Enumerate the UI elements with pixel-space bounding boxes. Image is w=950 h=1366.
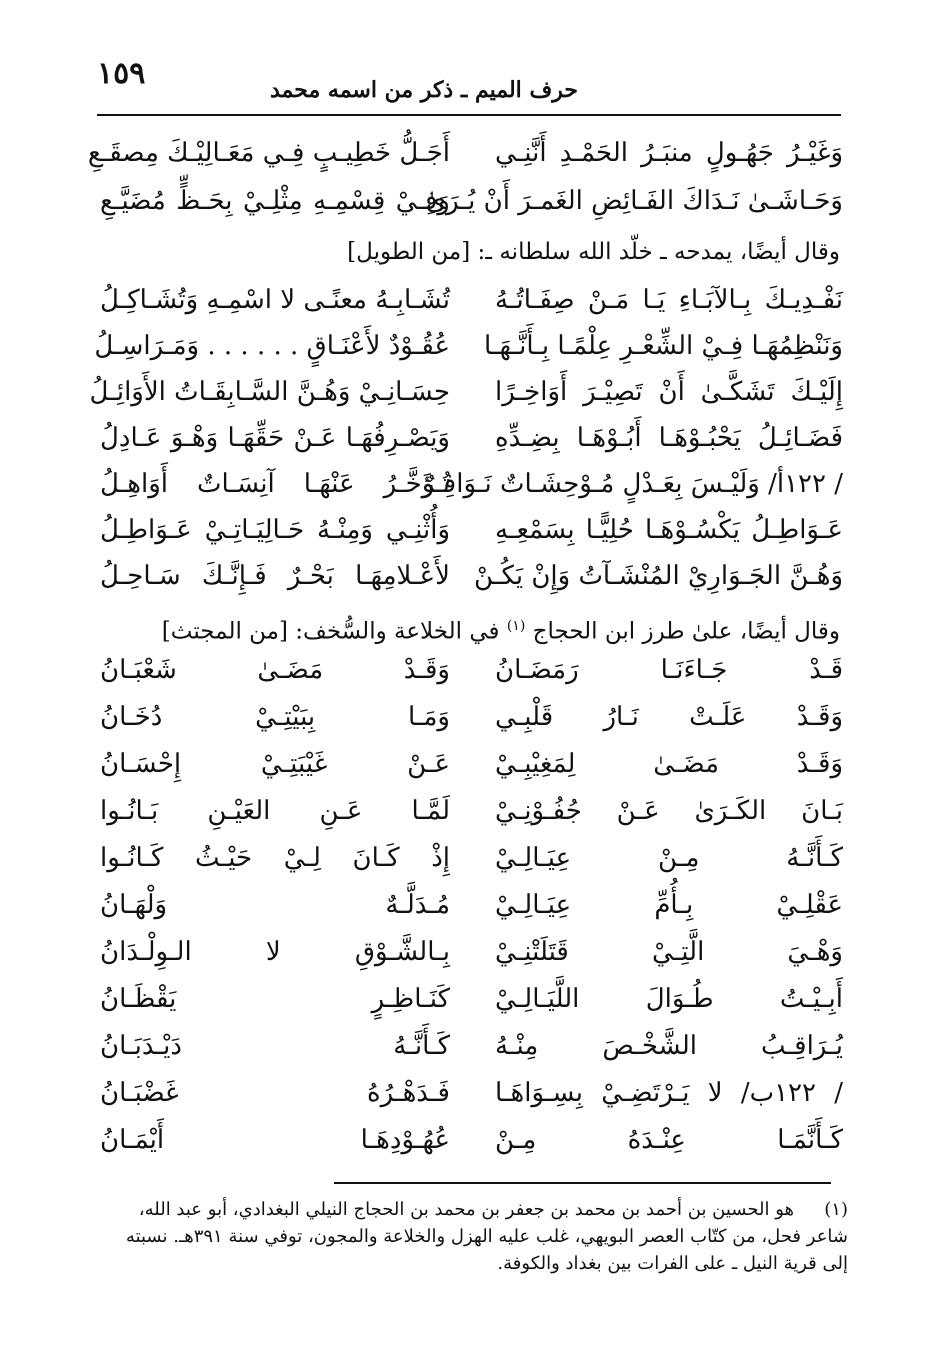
verse-line — [0, 741, 950, 787]
verse-line — [0, 788, 950, 834]
verse-second-hemistich: وَأُثْنِـي وَمِنْـهُ حَـالِيَـاتِـيْ عَـوَاطِـلُ — [100, 515, 450, 545]
poem-intro-text: وقال أيضًا، علىٰ طرز ابن الحجاج — [532, 618, 840, 645]
verse-line — [0, 323, 950, 369]
verse-second-hemistich: بِـالشَّـوْقِ لا الـوِلْـدَانُ — [100, 937, 450, 967]
verse-first-hemistich: عَقْلِـيْ بِـأُمِّ عِيَـالِـيْ — [495, 890, 843, 920]
verse-second-hemistich: عَـنْ غَيْبَتِـيْ إِحْسَـانُ — [100, 749, 450, 779]
verse-second-hemistich: أَجَـلُّ خَطِيـبٍ فِـي مَعَـالِيْـكَ مِصقَـعِ — [87, 138, 450, 168]
header-rule — [97, 114, 841, 116]
verse-first-hemistich: عَـوَاطِـلُ يَكْسُـوْهَـا حُلِيًّـا بِسَمْعِـهِ — [495, 515, 843, 545]
verse-second-hemistich: فَـدَهْـرُهُ غَضْبَـانُ — [100, 1078, 450, 1108]
verse-first-hemistich: أَبِـيْـتُ طُـوَالَ اللَّيَـالِـيْ — [495, 984, 843, 1014]
verse-second-hemistich: وَيَصْـرِفُهَـا عَـنْ حَقِّهَـا وَهْـوَ عَـادِلُ — [100, 423, 450, 453]
verse-second-hemistich: كَنَـاظِـرٍ يَقْظَـانُ — [100, 984, 450, 1014]
footnote-reference: (١) — [506, 618, 526, 634]
verse-second-hemistich: مُـدَلَّـهٌ وَلْهَـانُ — [100, 890, 450, 920]
verse-first-hemistich: وَقَـدْ عَلَـتْ نَـارُ قَلْبِـي — [495, 702, 843, 732]
verse-second-hemistich: تُشَـابِـهُ معنًـى لا اسْمِـهِ وَتُشَـاكِـلُ — [99, 285, 450, 315]
verse-first-hemistich: وَقَـدْ مَضَـىٰ لِمَغِيْبِـيْ — [495, 749, 843, 779]
verse-first-hemistich: وَنَنْظِمُهَـا فِـيْ الشِّعْـرِ عِلْمًـا بِـأَنَّـهَـا — [484, 331, 843, 361]
verse-line — [0, 415, 950, 461]
verse-line — [0, 694, 950, 740]
verse-first-hemistich: بَـانَ الكَـرَىٰ عَـنْ جُفُـوْنِـيْ — [495, 796, 843, 826]
verse-line — [0, 835, 950, 881]
verse-second-hemistich: وَمَـا بِبَيْتِـيْ دُخَـانُ — [100, 702, 450, 732]
verse-second-hemistich: وَفِـيْ قِسْمِـهِ مِثْلِـيْ بِحَـظٍّ مُضَيَّـعِ — [100, 186, 450, 216]
verse-line — [0, 553, 950, 599]
running-title: حرف الميم ـ ذكر من اسمه محمد — [269, 77, 578, 103]
verse-line — [0, 178, 950, 224]
verse-second-hemistich: وَقَـدْ مَضَـىٰ شَعْبَـانُ — [100, 655, 450, 685]
verse-line — [0, 1023, 950, 1069]
verse-line — [0, 277, 950, 323]
verse-first-hemistich: فَضَـائِـلُ يَحْبُـوْهَـا أَبُـوْهَـا بِضِـدِّهِ — [495, 423, 843, 453]
verse-first-hemistich: / ١٢٢ب/ لا يَـرْتَضِـيْ بِسِـوَاهَـا — [495, 1078, 843, 1108]
poem-intro: وقال أيضًا، يمدحه ـ خلّد الله سلطانه ـ: [من الطويل] — [347, 239, 840, 265]
verse-first-hemistich: / ١٢٢أ/ وَلَيْـسَ بِعَـدْلٍ مُـوْحِشَـاتٌ نَـوَافِـرٌ — [421, 469, 843, 499]
verse-second-hemistich: عُقُـوْدٌ لأَعْنَـاقٍ . . . . . . وَمَـرَاسِـلُ — [94, 331, 450, 361]
footnote-text: هو الحسين بن أحمد بن محمد بن جعفر بن محمد بن الحجاج النيلي البغدادي، أبو عبد الله، شاعر فحل، من كتّاب العصر البويهي، غلب عليه الهزل والخلاعة والمجون، توفي سنة ٣٩١هـ. نسبته إلى قرية النيل ـ على الفرات بين بغداد والكوفة. — [125, 1199, 848, 1274]
verse-second-hemistich: حِسَـانِـيْ وَهُـنَّ السَّـابِقَـاتُ الأَوَائِـلُ — [89, 377, 450, 407]
verse-first-hemistich: قَـدْ جَـاءَنَـا رَمَضَـانُ — [495, 655, 843, 685]
verse-line — [0, 461, 950, 507]
verse-line — [0, 1117, 950, 1163]
poem-intro — [162, 606, 840, 652]
verse-first-hemistich: يُـرَاقِـبُ الشَّخْـصَ مِنْـهُ — [495, 1031, 843, 1061]
verse-first-hemistich: نَفْـدِيـكَ بِـالآبَـاءِ يَـا مَـنْ صِفَـاتُـهُ — [495, 285, 843, 315]
verse-line — [0, 507, 950, 553]
verse-line — [0, 929, 950, 975]
verse-first-hemistich: كَـأَنَّـهُ مِـنْ عِيَـالِـيْ — [495, 843, 843, 873]
verse-second-hemistich: إِذْ كَـانَ لِـيْ حَيْـثُ كَـانُـوا — [100, 843, 450, 873]
verse-first-hemistich: كَـأَنَّمَـا عِنْـدَهُ مِـنْ — [495, 1125, 843, 1155]
verse-first-hemistich: وَحَـاشَـىٰ نَـدَاكَ الفَـائِضِ الغَمـرَ أَنْ يُـرَىٰ — [425, 186, 843, 216]
verse-line — [0, 976, 950, 1022]
verse-line — [0, 369, 950, 415]
poem-intro-text: في الخلاعة والسُّخف: [من المجتث] — [161, 618, 500, 645]
footnote-rule — [334, 1182, 831, 1184]
verse-line — [0, 1070, 950, 1116]
footnote — [100, 1196, 848, 1277]
verse-second-hemistich: عُهُـوْدِهَـا أَيْمَـانُ — [100, 1125, 450, 1155]
verse-first-hemistich: وَهُـنَّ الجَـوَارِيْ المُنْشَـآتُ وَإِنْ يَكُـنْ — [474, 561, 843, 591]
verse-first-hemistich: وَهْـيَ الَّتِـيْ قَتَلَتْنِـيْ — [495, 937, 843, 967]
verse-first-hemistich: إِلَيْـكَ تَشَكَّـىٰ أَنْ تَصِيْـرَ أَوَاخِـرًا — [495, 377, 843, 407]
verse-second-hemistich: لأَعْـلامِهَـا بَحْـرٌ فَـإِنَّـكَ سَـاحِـلُ — [100, 561, 450, 591]
footnote-number: (١) — [824, 1199, 848, 1220]
verse-first-hemistich: وَغَيْـرُ جَهُـولٍ منبَـرُ الحَمْـدِ أَنَّنِـي — [495, 138, 843, 168]
verse-line — [0, 882, 950, 928]
page-number: ١٥٩ — [97, 56, 146, 91]
verse-second-hemistich: لَمَّـا عَـنِ العَيْـنِ بَـانُـوا — [100, 796, 450, 826]
verse-line — [0, 647, 950, 693]
verse-second-hemistich: كَـأَنَّـهُ دَيْـدَبَـانُ — [100, 1031, 450, 1061]
verse-second-hemistich: تُـؤَخَّـرُ عَنْهَـا آنِسَـاتٌ أَوَاهِـلُ — [100, 469, 450, 499]
verse-line — [0, 130, 950, 176]
